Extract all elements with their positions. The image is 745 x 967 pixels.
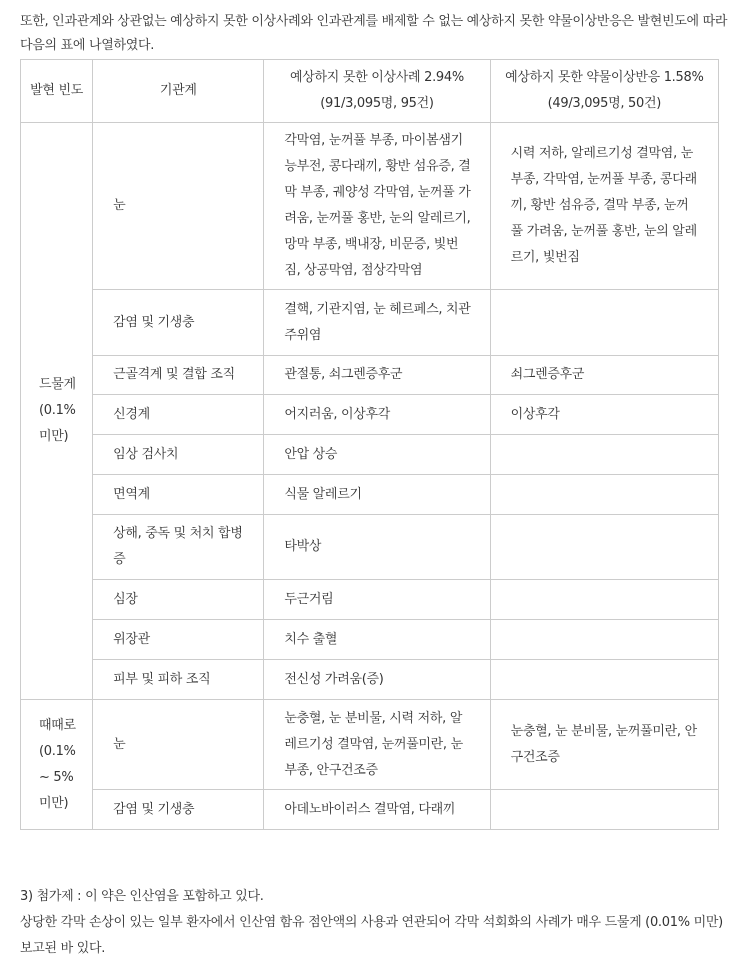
table-row <box>21 123 719 290</box>
organ-cell: 피부 및 피하 조직 <box>93 660 264 700</box>
unexpected-adr-cell <box>490 660 718 700</box>
frequency-cell-rare <box>21 123 93 700</box>
unexpected-ae-cell: 아데노바이러스 결막염, 다래끼 <box>264 790 490 830</box>
adverse-reaction-table <box>20 59 719 830</box>
organ-cell: 감염 및 기생충 <box>93 790 264 830</box>
unexpected-ae-cell: 어지러움, 이상후각 <box>264 395 490 435</box>
unexpected-ae-cell: 치수 출혈 <box>264 620 490 660</box>
intro-paragraph: 또한, 인과관계와 상관없는 예상하지 못한 이상사례와 인과관계를 배제할 수 없는 예상하지 못한 약물이상반응은 발현빈도에 따라 다음의 표에 나열하였다. <box>20 14 728 53</box>
organ-cell: 임상 검사치 <box>93 435 264 475</box>
unexpected-adr-cell <box>490 475 718 515</box>
table-row <box>21 660 719 700</box>
table-row <box>21 580 719 620</box>
unexpected-ae-cell: 식물 알레르기 <box>264 475 490 515</box>
header-unexpected-adverse-events: 예상하지 못한 이상사례 2.94% (91/3,095명, 95건) <box>264 60 490 123</box>
organ-cell: 눈 <box>93 700 264 790</box>
note-body: 상당한 각막 손상이 있는 일부 환자에서 인산염 함유 점안액의 사용과 연관되어 각막 석회화의 사례가 매우 드물게 (0.01% 미만) 보고된 바 있다. <box>20 915 723 956</box>
note-heading: 3) 첨가제 : 이 약은 인산염을 포함하고 있다. <box>20 889 264 904</box>
organ-cell: 심장 <box>93 580 264 620</box>
unexpected-ae-cell: 타박상 <box>264 515 490 580</box>
table-row <box>21 356 719 395</box>
unexpected-ae-cell: 전신성 가려움(증) <box>264 660 490 700</box>
unexpected-ae-cell: 결핵, 기관지염, 눈 헤르페스, 치관주위염 <box>264 290 490 356</box>
unexpected-adr-cell <box>490 620 718 660</box>
unexpected-adr-cell <box>490 790 718 830</box>
unexpected-adr-cell: 눈충혈, 눈 분비물, 눈꺼풀미란, 안구건조증 <box>490 700 718 790</box>
unexpected-adr-cell <box>490 515 718 580</box>
organ-cell: 면역계 <box>93 475 264 515</box>
organ-cell: 눈 <box>93 123 264 290</box>
frequency-label: 드물게 (0.1% 미만) <box>39 377 76 444</box>
unexpected-adr-cell: 쇠그렌증후군 <box>490 356 718 395</box>
header-unexpected-drug-reactions: 예상하지 못한 약물이상반응 1.58%(49/3,095명, 50건) <box>490 60 718 123</box>
table-row <box>21 700 719 790</box>
header-organ-system: 기관계 <box>93 60 264 123</box>
frequency-cell-occasional <box>21 700 93 830</box>
unexpected-ae-cell: 두근거림 <box>264 580 490 620</box>
table-row <box>21 515 719 580</box>
header-frequency: 발현 빈도 <box>21 60 93 123</box>
organ-cell: 위장관 <box>93 620 264 660</box>
frequency-label: 때때로 (0.1% ~ 5% 미만) <box>39 717 76 811</box>
additive-note <box>20 884 730 962</box>
organ-cell: 신경계 <box>93 395 264 435</box>
organ-cell: 감염 및 기생충 <box>93 290 264 356</box>
table-row <box>21 620 719 660</box>
unexpected-ae-cell: 안압 상승 <box>264 435 490 475</box>
unexpected-adr-cell <box>490 290 718 356</box>
organ-cell: 근골격계 및 결합 조직 <box>93 356 264 395</box>
unexpected-adr-cell <box>490 580 718 620</box>
table-row <box>21 290 719 356</box>
table-row <box>21 435 719 475</box>
table-row <box>21 475 719 515</box>
unexpected-ae-cell: 각막염, 눈꺼풀 부종, 마이봄샘기능부전, 콩다래끼, 황반 섬유증, 결막 부종, 궤양성 각막염, 눈꺼풀 가려움, 눈꺼풀 홍반, 눈의 알레르기, 망막 부종, 백내장, 비문증, 빛번짐, 상공막염, 점상각막염 <box>264 123 490 290</box>
unexpected-adr-cell <box>490 435 718 475</box>
table-row <box>21 395 719 435</box>
table-row <box>21 790 719 830</box>
unexpected-adr-cell: 이상후각 <box>490 395 718 435</box>
unexpected-ae-cell: 관절통, 쇠그렌증후군 <box>264 356 490 395</box>
unexpected-adr-cell: 시력 저하, 알레르기성 결막염, 눈부종, 각막염, 눈꺼풀 부종, 콩다래끼, 황반 섬유증, 결막 부종, 눈꺼풀 가려움, 눈꺼풀 홍반, 눈의 알레르기, 빛번짐 <box>490 123 718 290</box>
organ-cell: 상해, 중독 및 처치 합병증 <box>93 515 264 580</box>
unexpected-ae-cell: 눈충혈, 눈 분비물, 시력 저하, 알레르기성 결막염, 눈꺼풀미란, 눈부종, 안구건조증 <box>264 700 490 790</box>
table-header-row <box>21 60 719 123</box>
